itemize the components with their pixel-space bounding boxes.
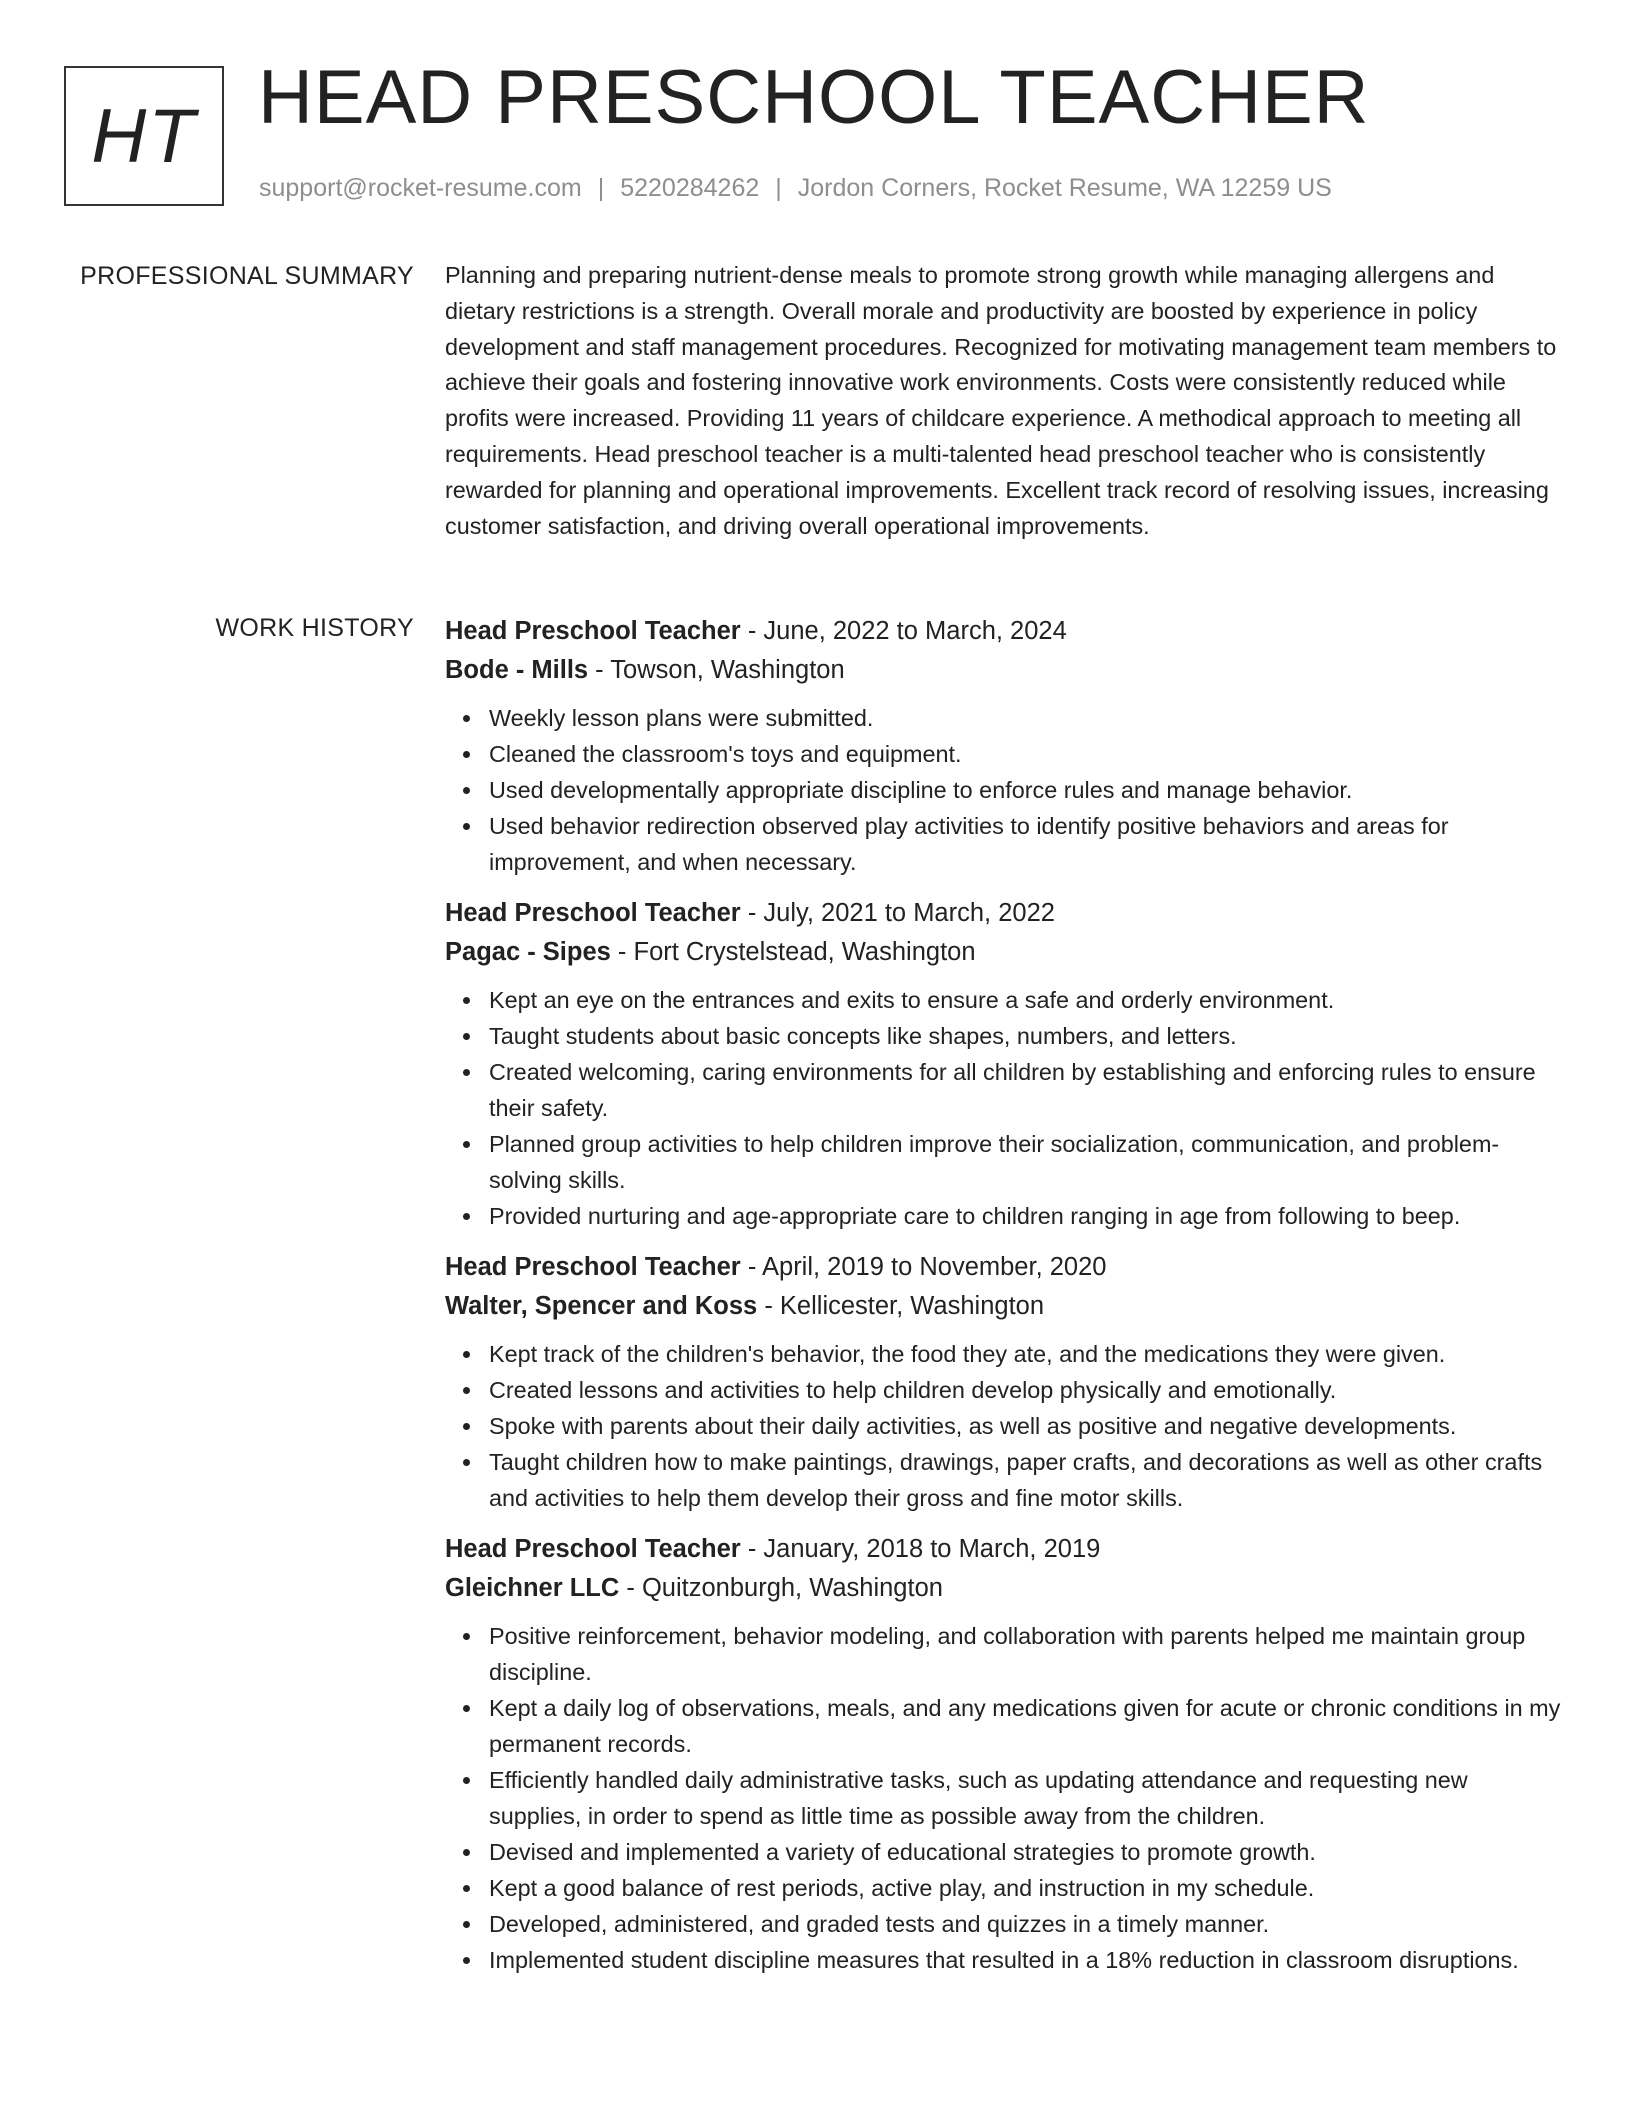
- job-location: Quitzonburgh, Washington: [641, 1574, 943, 1602]
- section-heading-work-history: WORK HISTORY: [215, 614, 414, 642]
- job-bullet-list: [445, 700, 1565, 880]
- job-company: Walter, Spencer and Koss: [445, 1292, 758, 1320]
- job-bullet: Provided nurturing and age-appropriate care to children ranging in age from following to beep.: [489, 1198, 1565, 1234]
- contact-address: Jordon Corners, Rocket Resume, WA 12259 US: [797, 174, 1332, 202]
- job-bullet: Developed, administered, and graded tests and quizzes in a timely manner.: [489, 1906, 1565, 1942]
- job-title-line: [445, 1248, 1565, 1287]
- work-history-list: [445, 612, 1565, 1992]
- contact-phone: 5220284262: [620, 174, 760, 202]
- job-company-line: [445, 933, 1565, 972]
- job-title-line: [445, 1530, 1565, 1569]
- job-dash: -: [588, 656, 611, 684]
- summary-text: Planning and preparing nutrient-dense meals to promote strong growth while managing allergens and dietary restrictions is a strength. Overall morale and productivity are boosted by experience in policy development and staff management procedures. Recognized for motivating management team members to achieve their goals and fostering innovative work environments. Costs were consistently reduced while profits were increased. Providing 11 years of childcare experience. A methodical approach to meeting all requirements. Head preschool teacher is a multi-talented head preschool teacher who is consistently rewarded for planning and operational improvements. Excellent track record of resolving issues, increasing customer satisfaction, and driving overall operational improvements.: [445, 262, 1557, 539]
- job-company: Gleichner LLC: [445, 1574, 620, 1602]
- job-bullet: Implemented student discipline measures that resulted in a 18% reduction in classroom disruptions.: [489, 1942, 1565, 1978]
- job-dash: -: [740, 1535, 764, 1563]
- job-dates: July, 2021 to March, 2022: [763, 899, 1055, 927]
- job-bullet: Kept a daily log of observations, meals, and any medications given for acute or chronic conditions in my permanent records.: [489, 1690, 1565, 1762]
- job-entry: [445, 612, 1565, 880]
- page-title: HEAD PRESCHOOL TEACHER: [258, 55, 1370, 140]
- job-entry: [445, 894, 1565, 1234]
- contact-separator: |: [597, 174, 605, 202]
- job-title-line: [445, 612, 1565, 651]
- job-location: Fort Crystelstead, Washington: [633, 938, 976, 966]
- job-bullet-list: [445, 1336, 1565, 1516]
- job-title: Head Preschool Teacher: [445, 1535, 741, 1563]
- job-company-line: [445, 651, 1565, 690]
- job-company-line: [445, 1287, 1565, 1326]
- job-bullet: Kept track of the children's behavior, the food they ate, and the medications they were given.: [489, 1336, 1565, 1372]
- job-location: Towson, Washington: [610, 656, 845, 684]
- job-title: Head Preschool Teacher: [445, 899, 741, 927]
- job-dash: -: [610, 938, 634, 966]
- job-company: Bode - Mills: [445, 656, 589, 684]
- contact-separator: |: [775, 174, 782, 202]
- job-dates: June, 2022 to March, 2024: [763, 617, 1067, 645]
- job-entry: [445, 1248, 1565, 1516]
- job-bullet: Created lessons and activities to help children develop physically and emotionally.: [489, 1372, 1565, 1408]
- job-bullet-list: [445, 982, 1565, 1234]
- job-dash: -: [619, 1574, 642, 1602]
- job-bullet: Weekly lesson plans were submitted.: [489, 700, 1565, 736]
- job-bullet: Positive reinforcement, behavior modeling, and collaboration with parents helped me maintain group discipline.: [489, 1618, 1565, 1690]
- job-bullet: Used behavior redirection observed play activities to identify positive behaviors and areas for improvement, and when necessary.: [489, 808, 1565, 880]
- job-bullet: Used developmentally appropriate discipline to enforce rules and manage behavior.: [489, 772, 1565, 808]
- monogram-initials: HT: [91, 93, 197, 179]
- job-title-line: [445, 894, 1565, 933]
- job-bullet: Taught students about basic concepts like shapes, numbers, and letters.: [489, 1018, 1565, 1054]
- job-dash: -: [740, 617, 764, 645]
- job-bullet: Cleaned the classroom's toys and equipment.: [489, 736, 1565, 772]
- job-dates: April, 2019 to November, 2020: [762, 1253, 1107, 1281]
- job-dash: -: [740, 1253, 762, 1281]
- job-company-line: [445, 1569, 1565, 1608]
- job-bullet: Spoke with parents about their daily activities, as well as positive and negative developments.: [489, 1408, 1565, 1444]
- job-bullet: Taught children how to make paintings, drawings, paper crafts, and decorations as well as other crafts and activities to help them develop their gross and fine motor skills.: [489, 1444, 1565, 1516]
- monogram-box: [64, 66, 224, 206]
- job-company: Pagac - Sipes: [445, 938, 611, 966]
- job-location: Kellicester, Washington: [779, 1292, 1045, 1320]
- job-bullet: Planned group activities to help children improve their socialization, communication, and problem-solving skills.: [489, 1126, 1565, 1198]
- job-dash: -: [740, 899, 764, 927]
- job-bullet: Kept a good balance of rest periods, active play, and instruction in my schedule.: [489, 1870, 1565, 1906]
- job-title: Head Preschool Teacher: [445, 617, 741, 645]
- job-bullet: Devised and implemented a variety of educational strategies to promote growth.: [489, 1834, 1565, 1870]
- contact-email: support@rocket-resume.com: [259, 174, 582, 202]
- section-heading-summary: PROFESSIONAL SUMMARY: [80, 262, 414, 290]
- job-dash: -: [757, 1292, 780, 1320]
- job-bullet-list: [445, 1618, 1565, 1978]
- job-title: Head Preschool Teacher: [445, 1253, 741, 1281]
- job-bullet: Created welcoming, caring environments for all children by establishing and enforcing rules to ensure their safety.: [489, 1054, 1565, 1126]
- job-bullet: Efficiently handled daily administrative tasks, such as updating attendance and requesting new supplies, in order to spend as little time as possible away from the children.: [489, 1762, 1565, 1834]
- job-bullet: Kept an eye on the entrances and exits to ensure a safe and orderly environment.: [489, 982, 1565, 1018]
- job-entry: [445, 1530, 1565, 1978]
- contact-line: [259, 174, 1332, 203]
- job-dates: January, 2018 to March, 2019: [763, 1535, 1101, 1563]
